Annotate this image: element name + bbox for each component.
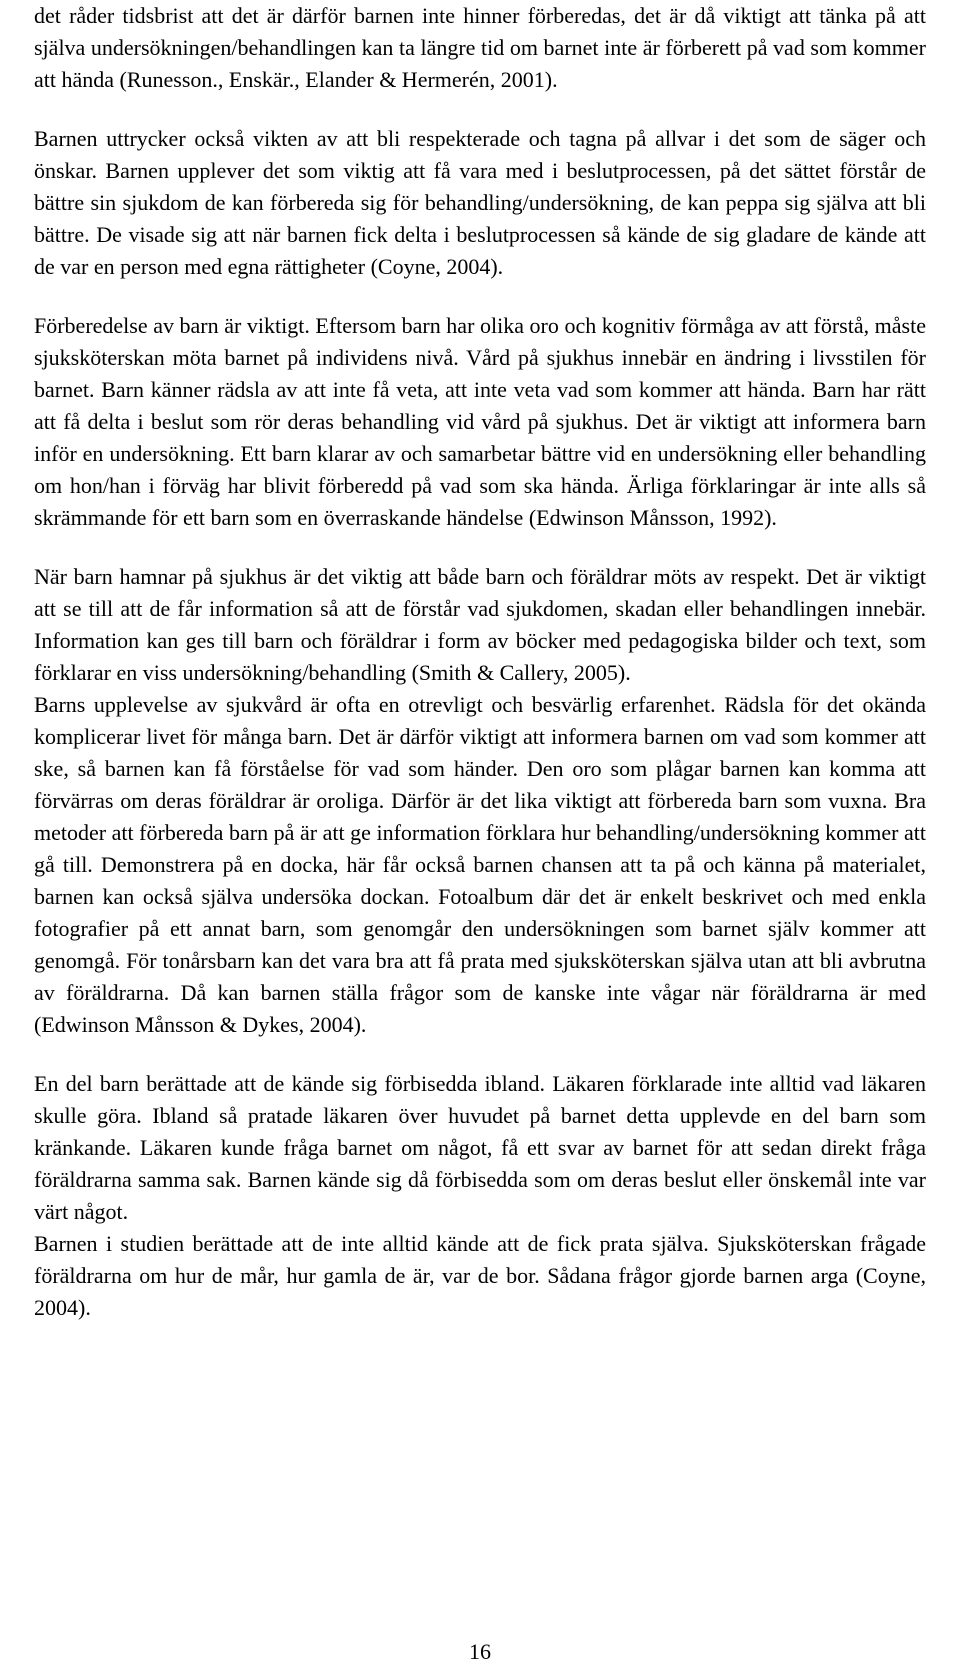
paragraph-6: En del barn berättade att de kände sig förbisedda ibland. Läkaren förklarade inte alltid vad läkaren skulle göra. Ibland så pratade läkaren över huvudet på barnet detta upplevde en del barn som kränkande. Läkaren kunde fråga barnet om något, få ett svar av barnet för att sedan direkt fråga föräldrarna samma sak. Barnen kände sig då förbisedda som om deras beslut eller önskemål inte var värt något. xyxy=(34,1071,926,1224)
paragraph-3: Förberedelse av barn är viktigt. Eftersom barn har olika oro och kognitiv förmåga av att förstå, måste sjuksköterskan möta barnet på individens nivå. Vård på sjukhus innebär en ändring i livsstilen för barnet. Barn känner rädsla av att inte få veta, att inte veta vad som kommer att hända. Barn har rätt att få delta i beslut som rör deras behandling vid vård på sjukhus. Det är viktigt att informera barn inför en undersökning. Ett barn klarar av och samarbetar bättre vid en undersökning eller behandling om hon/han i förväg har blivit förberedd på vad som ska hända. Ärliga förklaringar är inte alls så skrämmande för ett barn som en överraskande händelse (Edwinson Månsson, 1992). xyxy=(34,313,926,530)
paragraph-7: Barnen i studien berättade att de inte alltid kände att de fick prata själva. Sjuksköterskan frågade föräldrarna om hur de mår, hur gamla de är, var de bor. Sådana frågor gjorde barnen arga (Coyne, 2004). xyxy=(34,1231,926,1320)
paragraph-5: Barns upplevelse av sjukvård är ofta en otrevligt och besvärlig erfarenhet. Rädsla för det okända komplicerar livet för många barn. Det är därför viktigt att informera barnen om vad som kommer att ske, så barnen kan få förståelse för vad som händer. Den oro som plågar barnen kan komma att förvärras om deras föräldrar är oroliga. Därför är det lika viktigt att förbereda barn som vuxna. Bra metoder att förbereda barn på är att ge information förklara hur behandling/undersökning kommer att gå till. Demonstrera på en docka, här får också barnen chansen att ta på och känna på materialet, barnen kan också själva undersöka dockan. Fotoalbum där det är enkelt beskrivet och med enkla fotografier på ett annat barn, som genomgår den undersökningen som barnet själv kommer att genomgå. För tonårsbarn kan det vara bra att få prata med sjuksköterskan själva utan att bli avbrutna av föräldrarna. Då kan barnen ställa frågor som de kanske inte vågar när föräldrarna är med (Edwinson Månsson & Dykes, 2004). xyxy=(34,692,926,1037)
paragraph-1: det råder tidsbrist att det är därför barnen inte hinner förberedas, det är då viktigt att tänka på att själva undersökningen/behandlingen kan ta längre tid om barnet inte är förberett på vad som kommer att hända (Runesson., Enskär., Elander & Hermerén, 2001). xyxy=(34,3,926,92)
body-text xyxy=(34,0,926,1324)
page-number: 16 xyxy=(469,1639,491,1664)
paragraph-2: Barnen uttrycker också vikten av att bli respekterade och tagna på allvar i det som de säger och önskar. Barnen upplever det som viktig att få vara med i beslutprocessen, på det sättet förstår de bättre sin sjukdom de kan förbereda sig för behandling/undersökning, de kan peppa sig själva att bli bättre. De visade sig att när barnen fick delta i beslutprocessen så kände de sig gladare de kände att de var en person med egna rättigheter (Coyne, 2004). xyxy=(34,126,926,279)
paragraph-4: När barn hamnar på sjukhus är det viktig att både barn och föräldrar möts av respekt. Det är viktigt att se till att de får information så att de förstår vad sjukdomen, skadan eller behandlingen innebär. Information kan ges till barn och föräldrar i form av böcker med pedagogiska bilder och text, som förklarar en viss undersökning/behandling (Smith & Callery, 2005). xyxy=(34,564,926,685)
